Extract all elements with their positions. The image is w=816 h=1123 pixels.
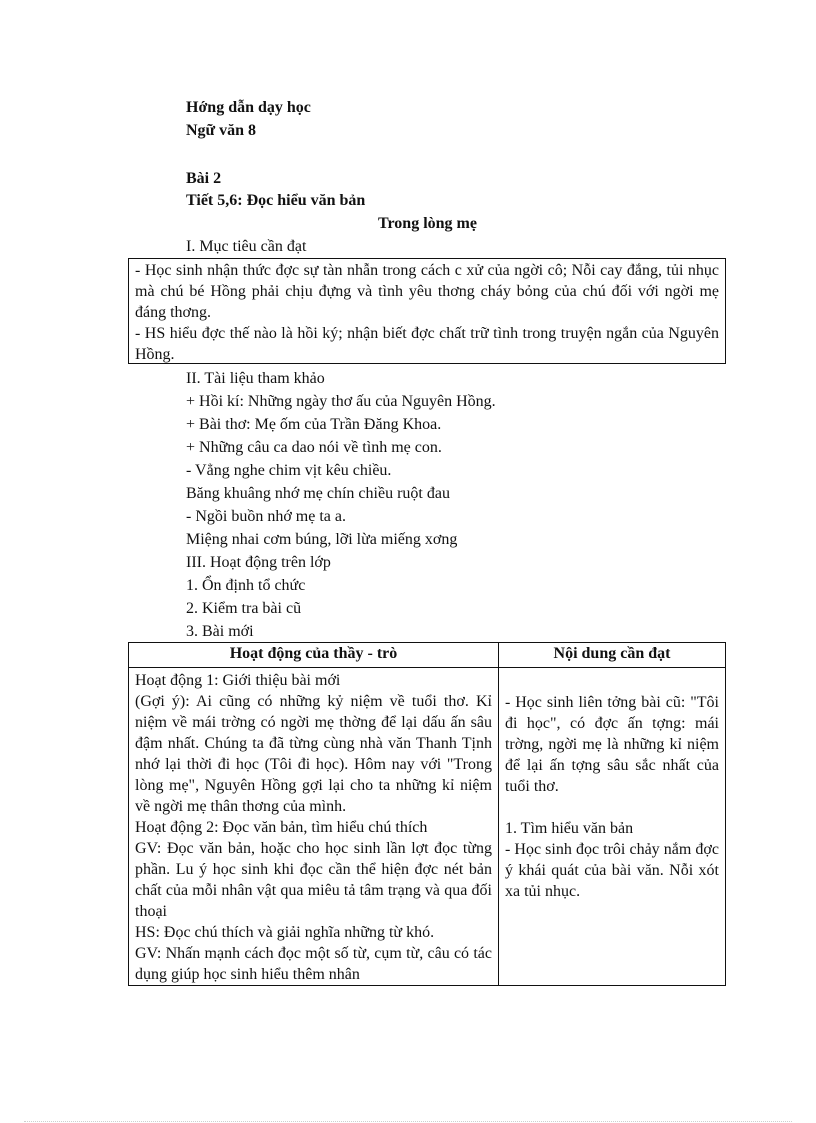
- header-subject: Ngữ văn 8: [186, 122, 257, 139]
- reference-item: Băng khuâng nhớ mẹ chín chiều ruột đau: [186, 485, 450, 502]
- lesson-number: Bài 2: [186, 170, 222, 187]
- section-activities-heading: III. Hoạt động trên lớp: [186, 554, 331, 571]
- activity-step: 1. Ổn định tổ chức: [186, 577, 306, 594]
- section-references-heading: II. Tài liệu tham khảo: [186, 370, 325, 387]
- column-header-content: Nội dung cần đạt: [498, 643, 725, 668]
- teacher-instruction: GV: Đọc văn bản, hoặc cho học sinh lần lợt đọc từng phần. Lu ý học sinh khi đọc cần thể hiện đợc nét bản chất của mỗi nhân vật qua miêu tả tâm trạng và qua đối thoại: [135, 840, 492, 920]
- activity-step: 3. Bài mới: [186, 623, 254, 640]
- student-instruction: HS: Đọc chú thích và giải nghĩa những từ khó.: [135, 924, 435, 941]
- table-cell-activities: [129, 668, 499, 986]
- reference-item: + Bài thơ: Mẹ ốm của Trần Đăng Khoa.: [186, 416, 442, 433]
- table-header-row: [129, 643, 726, 668]
- objectives-paragraph: - HS hiểu đợc thế nào là hồi ký; nhận biết đợc chất trữ tình trong truyện ngắn của Nguyên Hồng.: [135, 325, 719, 363]
- reference-item: - Vẳng nghe chim vịt kêu chiều.: [186, 462, 392, 479]
- teacher-instruction: GV: Nhấn mạnh cách đọc một số từ, cụm từ, câu có tác dụng giúp học sinh hiểu thêm nhân: [135, 945, 492, 983]
- table-cell-content: [498, 668, 725, 986]
- activity-1-title: Hoạt động 1: Giới thiệu bài mới: [135, 672, 341, 689]
- content-section-title: 1. Tìm hiểu văn bản: [504, 820, 634, 837]
- content-note: - Học sinh đọc trôi chảy nắm đợc ý khái quát của bài văn. Nỗi xót xa tủi nhục.: [504, 841, 719, 900]
- section-objectives-heading: I. Mục tiêu cần đạt: [186, 238, 307, 255]
- reference-item: + Những câu ca dao nói về tình mẹ con.: [186, 439, 442, 456]
- reference-item: + Hồi kí: Những ngày thơ ấu của Nguyên Hồng.: [186, 393, 496, 410]
- lesson-title: Trong lòng mẹ: [378, 215, 477, 232]
- page-bottom-divider: [24, 1121, 792, 1122]
- objectives-box: [128, 258, 726, 364]
- lesson-period: Tiết 5,6: Đọc hiểu văn bản: [186, 192, 366, 209]
- activity-1-body: (Gợi ý): Ai cũng có những kỷ niệm về tuổi thơ. Kỉ niệm về mái trờng có ngời mẹ thờng để lại dấu ấn sâu đậm nhất. Chúng ta đã từng cùng nhà văn Thanh Tịnh nhớ lại thời đi học (Tôi đi học). Hôm nay với "Trong lòng mẹ", Nguyên Hồng gợi lại cho ta những kỉ niệm về ngời mẹ thân thơng của mình.: [135, 693, 492, 815]
- table-row: [129, 668, 726, 986]
- activities-table: [128, 642, 726, 986]
- reference-item: Miệng nhai cơm búng, lỡi lừa miếng xơng: [186, 531, 458, 548]
- reference-item: - Ngồi buồn nhớ mẹ ta a.: [186, 508, 346, 525]
- objectives-paragraph: - Học sinh nhận thức đợc sự tàn nhẫn trong cách c xử của ngời cô; Nỗi cay đắng, tủi nhục mà chú bé Hồng phải chịu đựng và tình yêu thơng cháy bỏng của chú đối với ngời mẹ đáng thơng.: [135, 262, 719, 321]
- activity-step: 2. Kiểm tra bài cũ: [186, 600, 302, 617]
- column-header-teacher-student: Hoạt động của thầy - trò: [129, 643, 499, 668]
- content-note: - Học sinh liên tởng bài cũ: "Tôi đi học", có đợc ấn tợng: mái trờng, ngời mẹ là những kỉ niệm để lại ấn tợng sâu sắc nhất của tuổi thơ.: [504, 694, 719, 795]
- activity-2-title: Hoạt động 2: Đọc văn bản, tìm hiểu chú thích: [135, 819, 428, 836]
- header-guide-title: Hớng dẫn dạy học: [186, 99, 311, 116]
